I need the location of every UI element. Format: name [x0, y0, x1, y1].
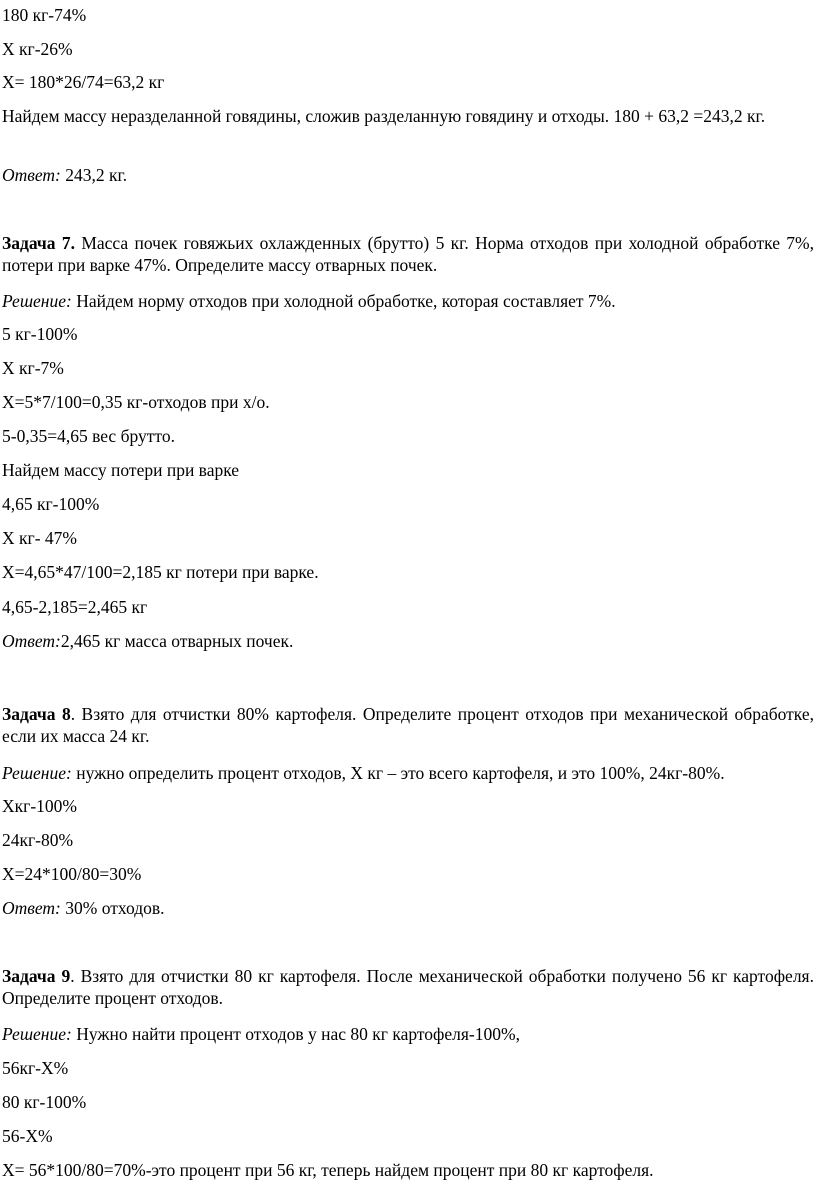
answer-label: Ответ:	[2, 631, 61, 651]
task9-solution	[2, 1023, 814, 1045]
solution-text: нужно определить процент отходов, Х кг – это всего картофеля, и это 100%, 24кг-80%.	[71, 763, 725, 783]
task8-answer	[2, 897, 814, 919]
task9-line-4: Х= 56*100/80=70%-это процент при 56 кг, теперь найдем процент при 80 кг картофеля.	[2, 1160, 654, 1180]
task9-line-1: 56кг-Х%	[2, 1058, 69, 1078]
intro-line-1: 180 кг-74%	[2, 5, 87, 25]
task7-line-7: Х кг- 47%	[2, 528, 77, 548]
task7-statement	[2, 232, 814, 276]
task8-title: Задача 8	[2, 704, 71, 724]
task7-solution	[2, 290, 814, 312]
task8-line-1: Хкг-100%	[2, 796, 77, 816]
task7-title: Задача 7.	[2, 233, 75, 253]
answer-label: Ответ:	[2, 165, 61, 185]
task8-solution	[2, 762, 814, 784]
task7-line-3: Х=5*7/100=0,35 кг-отходов при х/о.	[2, 392, 270, 412]
task8-statement	[2, 703, 814, 747]
solution-text: Нужно найти процент отходов у нас 80 кг картофеля-100%,	[71, 1024, 520, 1044]
answer-text: 2,465 кг масса отварных почек.	[60, 631, 294, 651]
task8-line-2: 24кг-80%	[2, 830, 74, 850]
solution-label: Решение:	[2, 291, 72, 311]
task9-line-3: 56-Х%	[2, 1126, 53, 1146]
task7-line-9: 4,65-2,185=2,465 кг	[2, 597, 148, 617]
task7-line-5: Найдем массу потери при варке	[2, 460, 240, 480]
task7-line-8: Х=4,65*47/100=2,185 кг потери при варке.	[2, 562, 319, 582]
task7-line-4: 5-0,35=4,65 вес брутто.	[2, 426, 175, 446]
solution-text: Найдем норму отходов при холодной обработке, которая составляет 7%.	[71, 291, 616, 311]
task9-statement-text: . Взято для отчистки 80 кг картофеля. После механической обработки получено 56 кг картофеля. Определите процент отходов.	[2, 966, 814, 1008]
solution-label: Решение:	[2, 763, 72, 783]
answer-label: Ответ:	[2, 898, 61, 918]
intro-answer	[2, 164, 814, 186]
task8-line-3: Х=24*100/80=30%	[2, 864, 142, 884]
task7-statement-text: Масса почек говяжьих охлажденных (брутто) 5 кг. Норма отходов при холодной обработке 7%, потери при варке 47%. Определите массу отварных почек.	[2, 233, 815, 275]
task7-answer	[2, 630, 814, 652]
task7-line-6: 4,65 кг-100%	[2, 494, 100, 514]
task9-line-2: 80 кг-100%	[2, 1092, 87, 1112]
task9-statement	[2, 965, 814, 1009]
intro-paragraph: Найдем массу неразделанной говядины, сложив разделанную говядину и отходы. 180 + 63,2 =243,2 кг.	[2, 106, 766, 126]
task7-line-2: Х кг-7%	[2, 358, 64, 378]
task7-line-1: 5 кг-100%	[2, 324, 78, 344]
answer-text: 30% отходов.	[60, 898, 165, 918]
intro-line-3: Х= 180*26/74=63,2 кг	[2, 72, 165, 92]
task8-statement-text: . Взято для отчистки 80% картофеля. Определите процент отходов при механической обработке, если их масса 24 кг.	[2, 704, 814, 746]
answer-text: 243,2 кг.	[60, 165, 128, 185]
solution-label: Решение:	[2, 1024, 72, 1044]
intro-line-2: Х кг-26%	[2, 39, 73, 59]
task9-title: Задача 9	[2, 966, 71, 986]
